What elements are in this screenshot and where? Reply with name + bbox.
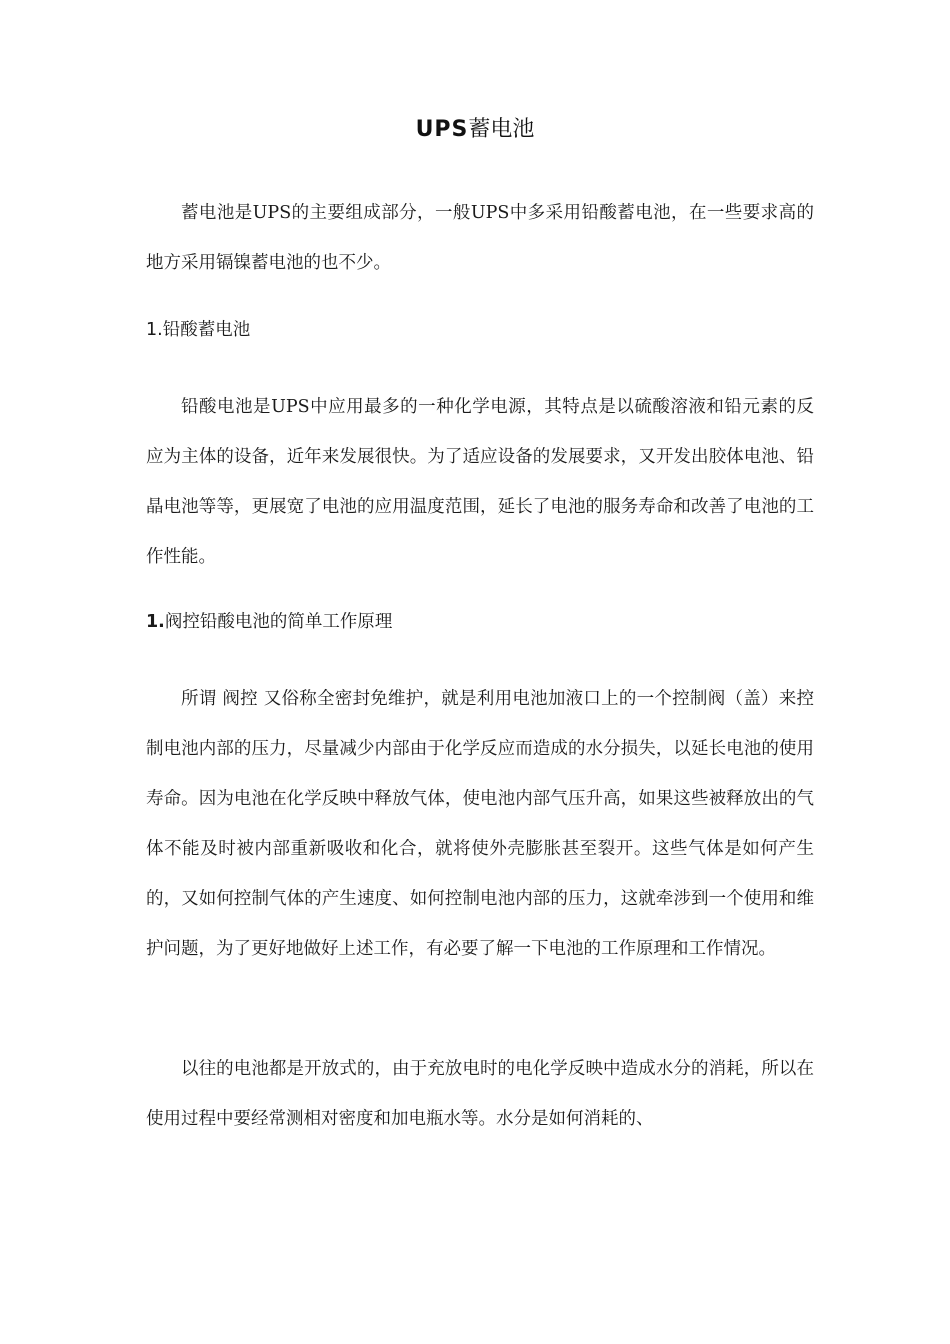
document-title [0, 112, 950, 148]
section-heading-vrla [146, 597, 814, 647]
lead-acid-paragraph: 铅酸电池是UPS中应用最多的一种化学电源，其特点是以硫酸溶液和铅元素的反应为主体的设备，近年来发展很快。为了适应设备的发展要求，又开发出胶体电池、铅晶电池等等，更展宽了电池的应用温度范围，延长了电池的服务寿命和改善了电池的工作性能。 [146, 397, 814, 567]
title-cjk: 蓄电池 [468, 117, 535, 142]
section-label: 阀控铅酸电池的简单工作原理 [164, 612, 393, 632]
section-heading-lead-acid [146, 305, 814, 355]
section-number: 1. [146, 320, 163, 340]
vrla-paragraph-2: 以往的电池都是开放式的，由于充放电时的电化学反映中造成水分的消耗，所以在使用过程中要经常测相对密度和加电瓶水等。水分是如何消耗的、 [146, 1059, 814, 1129]
title-latin: UPS [415, 117, 469, 142]
section-label: 铅酸蓄电池 [162, 320, 251, 340]
vrla-paragraph-1: 所谓 阀控 又俗称全密封免维护，就是利用电池加液口上的一个控制阀（盖）来控制电池内部的压力，尽量减少内部由于化学反应而造成的水分损失，以延长电池的使用寿命。因为电池在化学反映中释放气体，使电池内部气压升高，如果这些被释放出的气体不能及时被内部重新吸收和化合，就将使外壳膨胀甚至裂开。这些气体是如何产生的，又如何控制气体的产生速度、如何控制电池内部的压力，这就牵涉到一个使用和维护问题，为了更好地做好上述工作，有必要了解一下电池的工作原理和工作情况。 [146, 689, 814, 959]
intro-paragraph: 蓄电池是UPS的主要组成部分，一般UPS中多采用铅酸蓄电池，在一些要求高的地方采用镉镍蓄电池的也不少。 [146, 203, 814, 273]
section-number: 1. [146, 612, 165, 632]
